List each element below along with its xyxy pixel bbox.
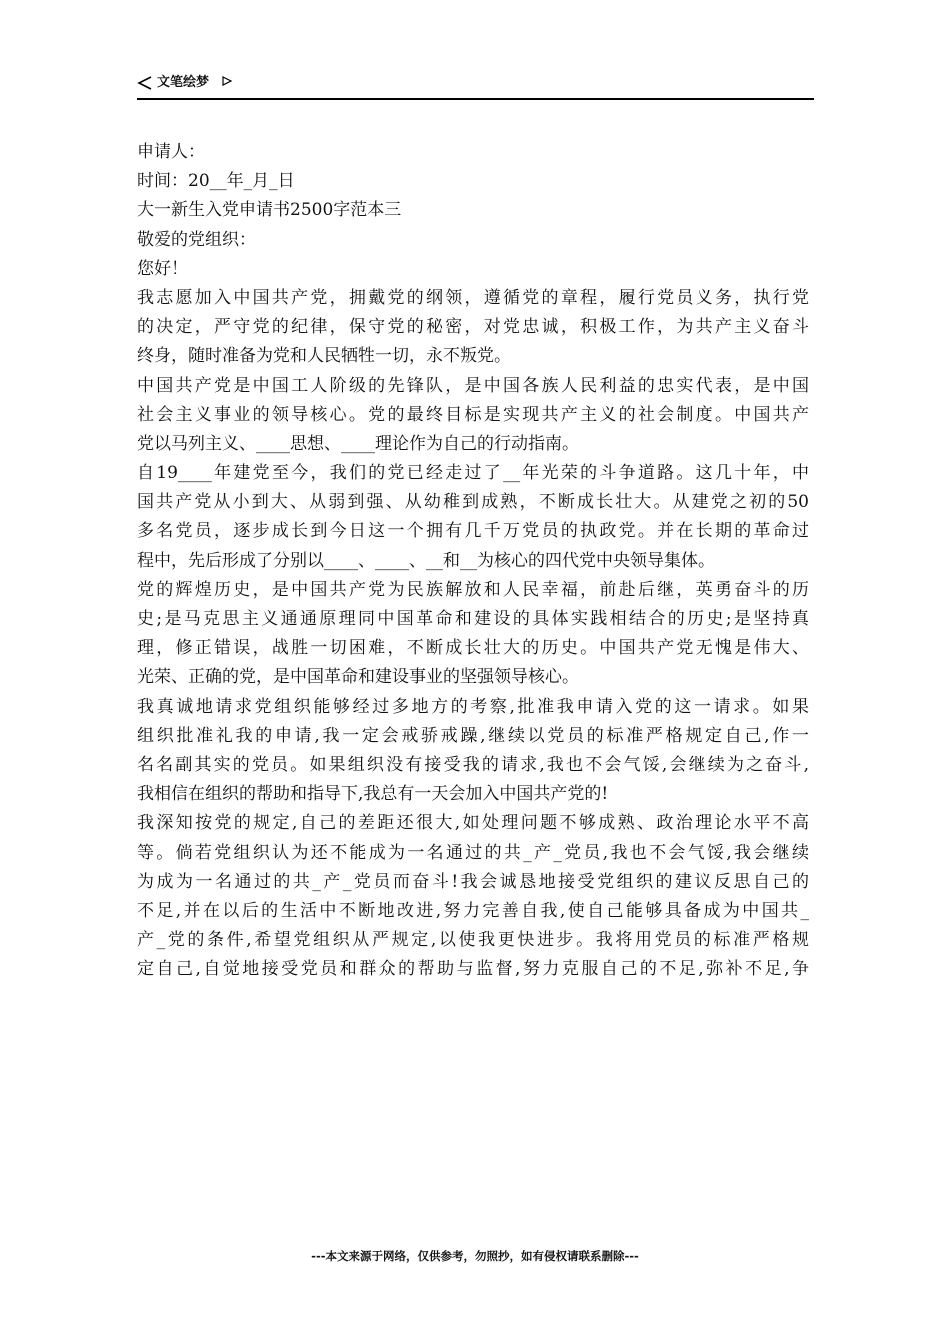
paragraph-line: 理，修正错误，战胜一切困难，不断成长壮大的历史。中国共产党无愧是伟大、 xyxy=(137,638,809,659)
document-body xyxy=(137,138,809,984)
left-triangle-outline-icon xyxy=(137,75,153,91)
paragraph-line: 我志愿加入中国共产党，拥戴党的纲领，遵循党的章程，履行党员义务，执行党 xyxy=(137,287,809,308)
paragraph-line: 中国共产党是中国工人阶级的先锋队，是中国各族人民利益的忠实代表，是中国 xyxy=(137,375,809,396)
footer-disclaimer: ---本文来源于网络，仅供参考，勿照抄，如有侵权请联系删除--- xyxy=(311,1249,639,1263)
header-title: 文笔绘梦 xyxy=(157,75,210,90)
date-line: 时间：20__年_月_日 xyxy=(137,171,295,192)
paragraph-line: 定自己,自觉地接受党员和群众的帮助与监督,努力克服自己的不足,弥补不足,争 xyxy=(137,959,809,980)
paragraph-line: 程中，先后形成了分别以____、____、__和__为核心的四代党中央领导集体。 xyxy=(137,550,715,571)
paragraph-line: 党以马列主义、____思想、____理论作为自己的行动指南。 xyxy=(137,433,579,454)
salutation: 敬爱的党组织： xyxy=(137,229,256,250)
paragraph-line: 党的辉煌历史，是中国共产党为民族解放和人民幸福，前赴后继，英勇奋斗的历 xyxy=(137,579,809,600)
paragraph-line: 终身，随时准备为党和人民牺牲一切，永不叛党。 xyxy=(137,346,511,367)
applicant-line: 申请人： xyxy=(137,142,205,162)
paragraph-line: 自19____年建党至今，我们的党已经走过了__年光荣的斗争道路。这几十年，中 xyxy=(137,463,809,484)
paragraph-line: 等。倘若党组织认为还不能成为一名通过的共_产_党员,我也不会气馁,我会继续 xyxy=(137,842,809,863)
paragraph-line: 我相信在组织的帮助和指导下,我总有一天会加入中国共产党的! xyxy=(137,784,609,805)
paragraph-line: 产_党的条件,希望党组织从严规定,以使我更快进步。我将用党员的标准严格规 xyxy=(137,930,809,951)
greeting: 您好！ xyxy=(137,258,188,279)
paragraph-line: 名名副其实的党员。如果组织没有接受我的请求,我也不会气馁,会继续为之奋斗, xyxy=(137,754,809,775)
paragraph-line: 社会主义事业的领导核心。党的最终目标是实现共产主义的社会制度。中国共产 xyxy=(137,404,809,425)
paragraph-line: 组织批准礼我的申请,我一定会戒骄戒躁,继续以党员的标准严格规定自己,作一 xyxy=(137,725,809,746)
paragraph-line: 我真诚地请求党组织能够经过多地方的考察,批准我申请入党的这一请求。如果 xyxy=(137,696,809,717)
paragraph-line: 为成为一名通过的共_产_党员而奋斗!我会诚恳地接受党组织的建议反思自己的 xyxy=(137,871,809,892)
paragraph-line: 不足,并在以后的生活中不断地改进,努力完善自我,使自己能够具备成为中国共_ xyxy=(137,900,809,921)
document-title: 大一新生入党申请书2500字范本三 xyxy=(137,200,402,221)
paragraph-line: 史;是马克思主义通通原理同中国革命和建设的具体实践相结合的历史;是坚持真 xyxy=(137,609,809,629)
paragraph-line: 国共产党从小到大、从弱到强、从幼稚到成熟，不断成长壮大。从建党之初的50 xyxy=(137,492,809,513)
page-header xyxy=(137,72,814,100)
paragraph-line: 多名党员，逐步成长到今日这一个拥有几千万党员的执政党。并在长期的革命过 xyxy=(137,521,809,542)
right-triangle-small-icon xyxy=(221,75,233,87)
paragraph-line: 我深知按党的规定,自己的差距还很大,如处理问题不够成熟、政治理论水平不高 xyxy=(137,813,809,834)
paragraph-line: 的决定，严守党的纪律，保守党的秘密，对党忠诚，积极工作，为共产主义奋斗 xyxy=(137,317,809,338)
paragraph-line: 光荣、正确的党，是中国革命和建设事业的坚强领导核心。 xyxy=(137,667,579,688)
